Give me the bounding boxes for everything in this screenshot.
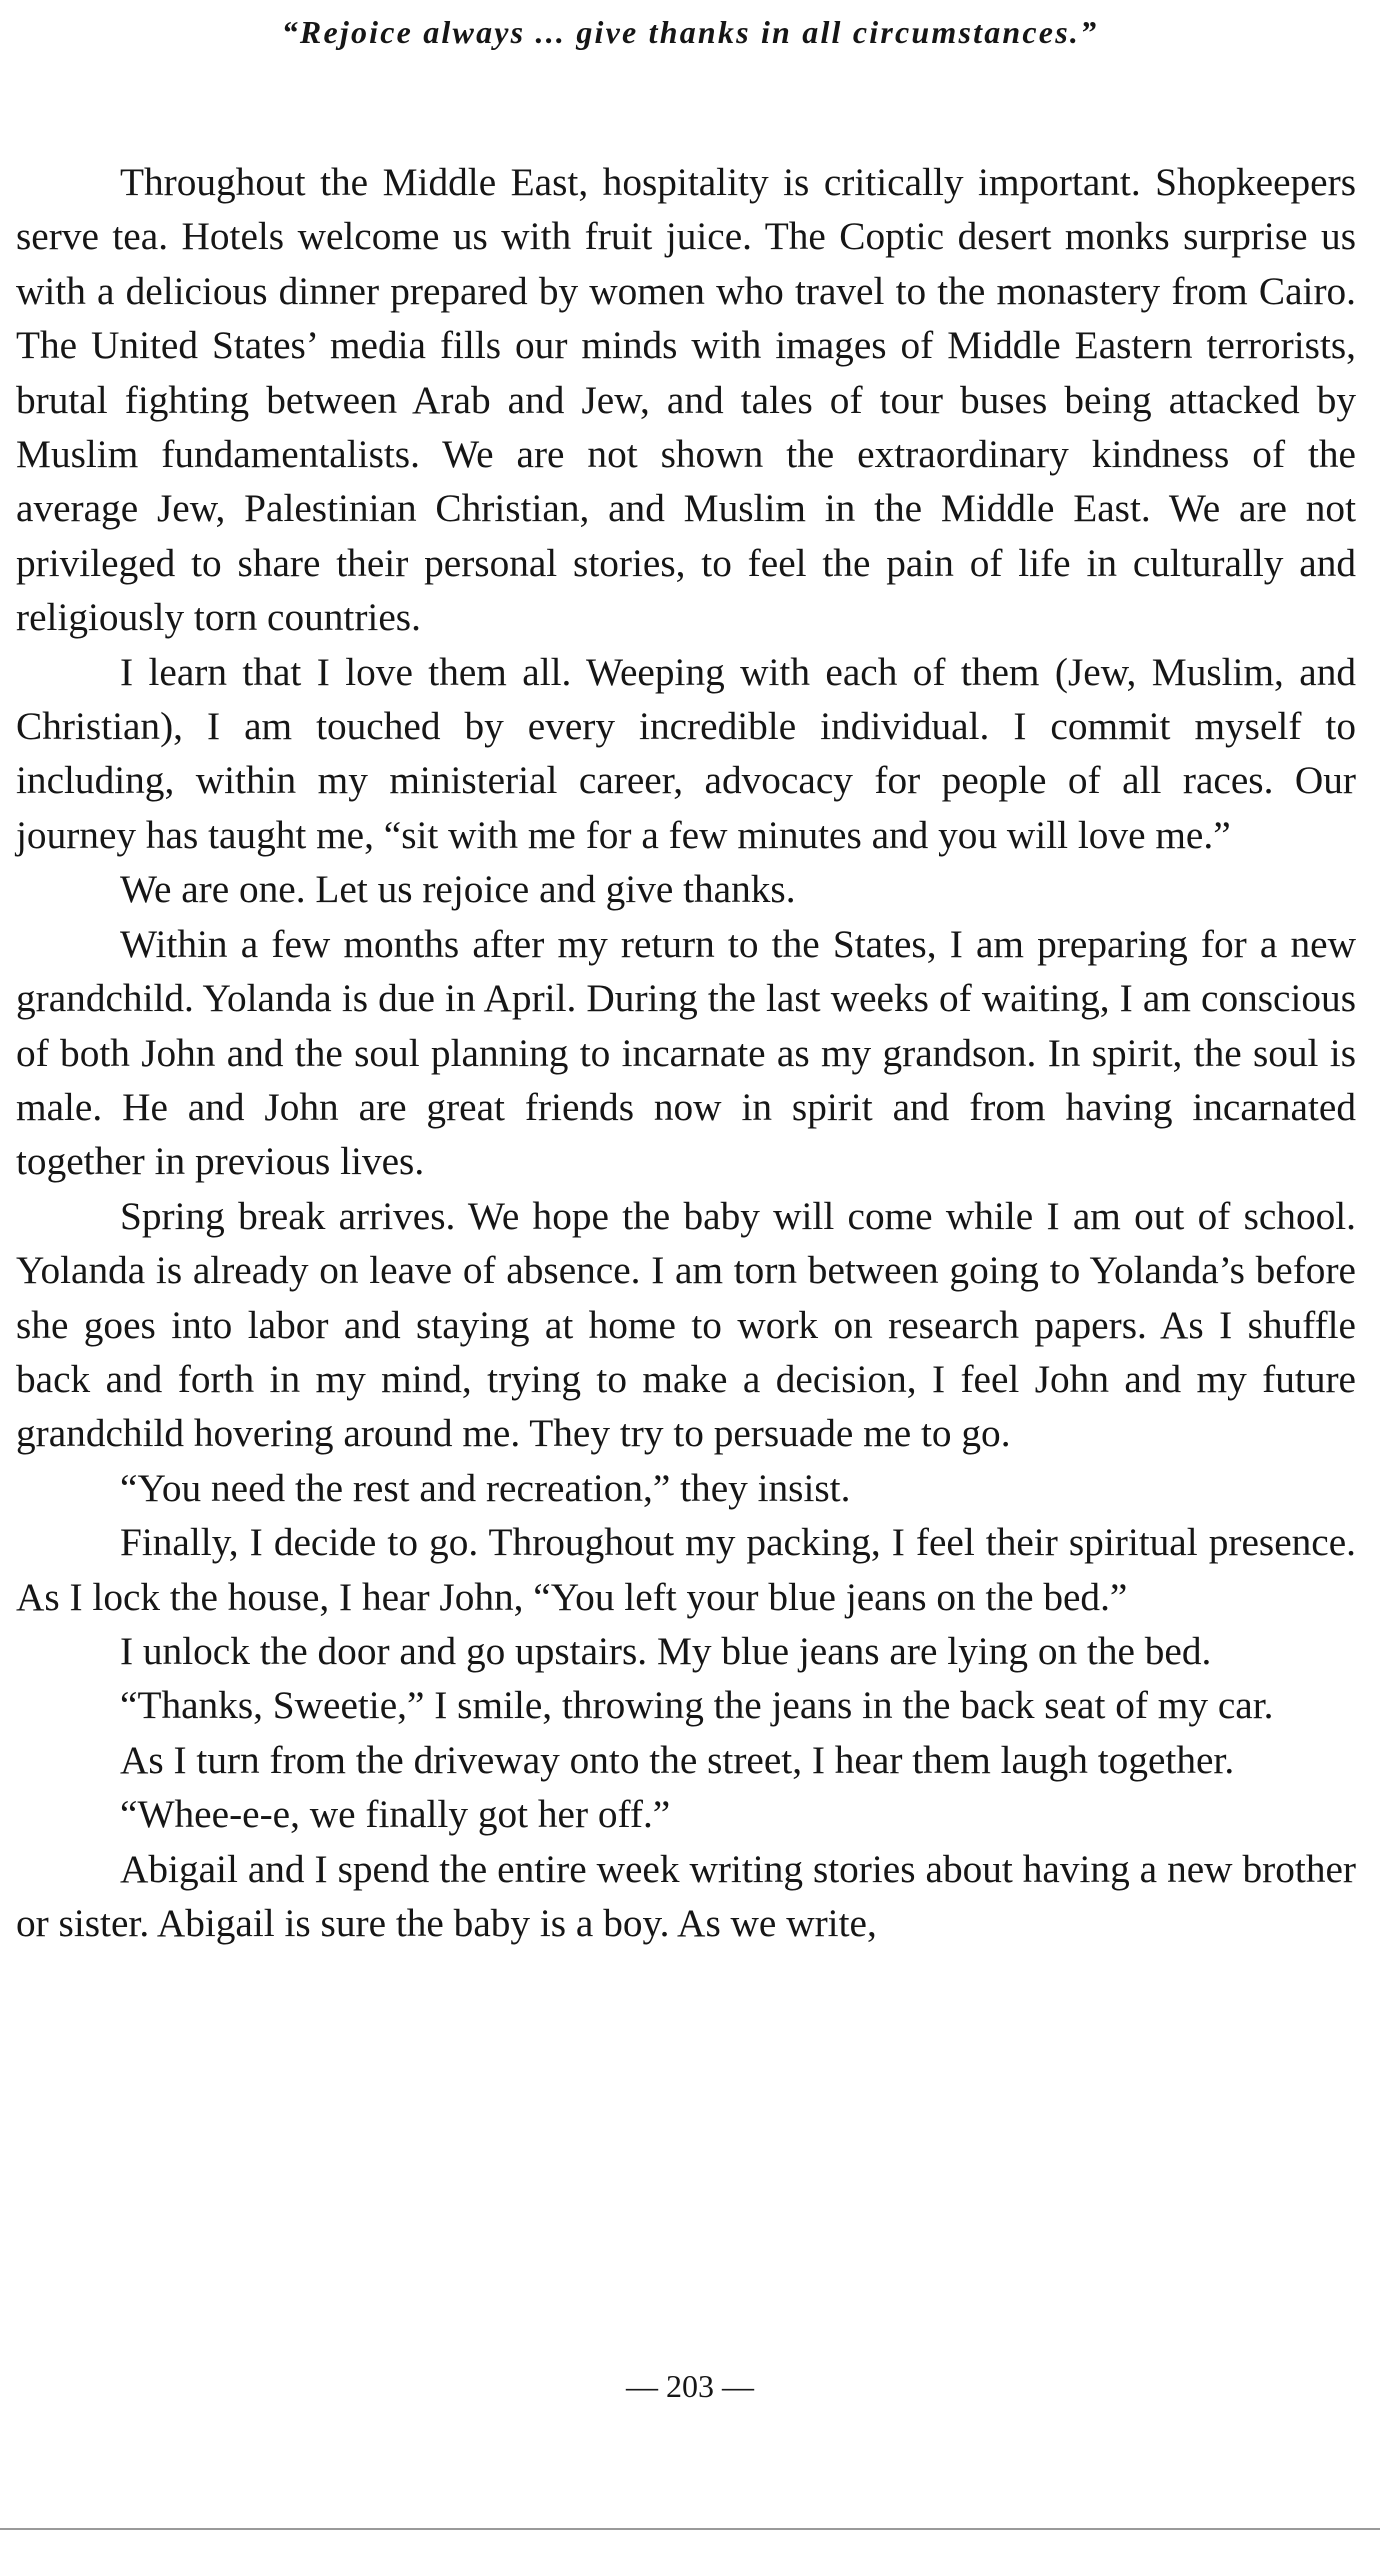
paragraph-6: “You need the rest and recreation,” they insist. (120, 1465, 851, 1510)
page-number: — 203 — (626, 2368, 754, 2404)
paragraph-5: Spring break arrives. We hope the baby will come while I am out of school. Yolanda is already on leave of absence. I am torn between going to Yolanda’s before she goes into labor and staying at home to work on research papers. As I shuffle back and forth in my mind, trying to make a decision, I feel John and my future grandchild hovering around me. They try to persuade me to go. (16, 1193, 1356, 1456)
paragraph-8: I unlock the door and go upstairs. My blue jeans are lying on the bed. (120, 1628, 1212, 1673)
paragraph-10: As I turn from the driveway onto the street, I hear them laugh together. (120, 1737, 1235, 1782)
paragraph-3: We are one. Let us rejoice and give thanks. (120, 867, 796, 912)
paragraph-2: I learn that I love them all. Weeping with each of them (Jew, Muslim, and Christian), I am touched by every incredible individual. I commit myself to including, within my ministerial career, advocacy for people of all races. Our journey has taught me, “sit with me for a few minutes and you will love me.” (16, 649, 1356, 857)
paragraph-11: “Whee-e-e, we finally got her off.” (120, 1792, 671, 1837)
paragraph-12: Abigail and I spend the entire week writing stories about having a new brother or sister. Abigail is sure the baby is a boy. As we write, (16, 1846, 1356, 1945)
running-head: “Rejoice always ... give thanks in all circumstances.” (281, 14, 1099, 50)
paragraph-9: “Thanks, Sweetie,” I smile, throwing the jeans in the back seat of my car. (120, 1683, 1274, 1728)
body-text (16, 155, 1356, 1950)
paragraph-1: Throughout the Middle East, hospitality is critically important. Shopkeepers serve tea. Hotels welcome us with fruit juice. The Coptic desert monks surprise us with a delicious dinner prepared by women who travel to the monastery from Cairo. The United States’ media fills our minds with images of Middle Eastern terrorists, brutal fighting between Arab and Jew, and tales of tour buses being attacked by Muslim fundamentalists. We are not shown the extraordinary kindness of the average Jew, Palestinian Christian, and Muslim in the Middle East. We are not privileged to share their personal stories, to feel the pain of life in culturally and religiously torn countries. (16, 160, 1356, 640)
paragraph-7: Finally, I decide to go. Throughout my packing, I feel their spiritual presence. As I lock the house, I hear John, “You left your blue jeans on the bed.” (16, 1520, 1356, 1619)
bottom-rule (0, 2528, 1380, 2530)
paragraph-4: Within a few months after my return to the States, I am preparing for a new grandchild. Yolanda is due in April. During the last weeks of waiting, I am conscious of both John and the soul planning to incarnate as my grandson. In spirit, the soul is male. He and John are great friends now in spirit and from having incarnated together in previous lives. (16, 921, 1356, 1184)
